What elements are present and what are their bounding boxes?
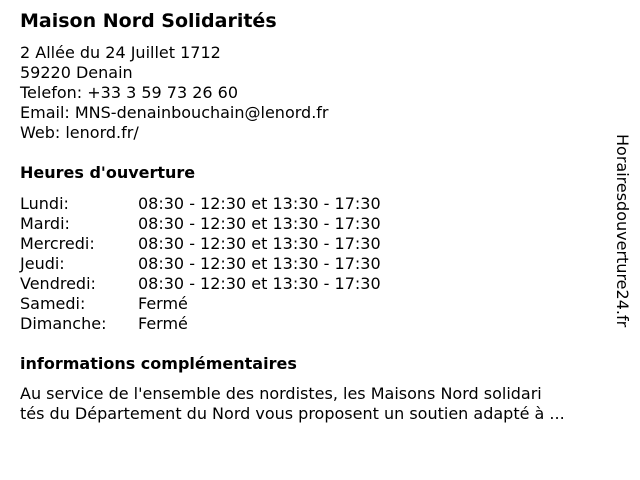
day-hours: 08:30 - 12:30 et 13:30 - 17:30 [138,274,381,293]
day-hours: Fermé [138,314,188,333]
day-label: Vendredi: [20,274,96,293]
day-hours: 08:30 - 12:30 et 13:30 - 17:30 [138,194,381,213]
info-line: tés du Département du Nord vous proposent un soutien adapté à ... [20,404,565,423]
page-title: Maison Nord Solidarités [20,10,277,32]
day-label: Jeudi: [20,254,65,273]
day-label: Mardi: [20,214,70,233]
city: 59220 Denain [20,63,133,82]
day-hours: 08:30 - 12:30 et 13:30 - 17:30 [138,214,381,233]
day-label: Mercredi: [20,234,95,253]
street-address: 2 Allée du 24 Juillet 1712 [20,43,221,62]
phone: Telefon: +33 3 59 73 26 60 [20,83,239,102]
email: Email: MNS-denainbouchain@lenord.fr [20,103,329,122]
day-label: Samedi: [20,294,86,313]
info-description [20,384,565,424]
day-label: Lundi: [20,194,69,213]
day-label: Dimanche: [20,314,107,333]
info-heading: informations complémentaires [20,354,297,373]
hours-heading: Heures d'ouverture [20,163,196,182]
day-hours: 08:30 - 12:30 et 13:30 - 17:30 [138,234,381,253]
website: Web: lenord.fr/ [20,123,139,142]
site-watermark: Horairesdouverture24.fr [613,134,632,328]
day-hours: Fermé [138,294,188,313]
day-hours: 08:30 - 12:30 et 13:30 - 17:30 [138,254,381,273]
address-block [20,43,328,143]
info-line: Au service de l'ensemble des nordistes, les Maisons Nord solidari [20,384,542,403]
